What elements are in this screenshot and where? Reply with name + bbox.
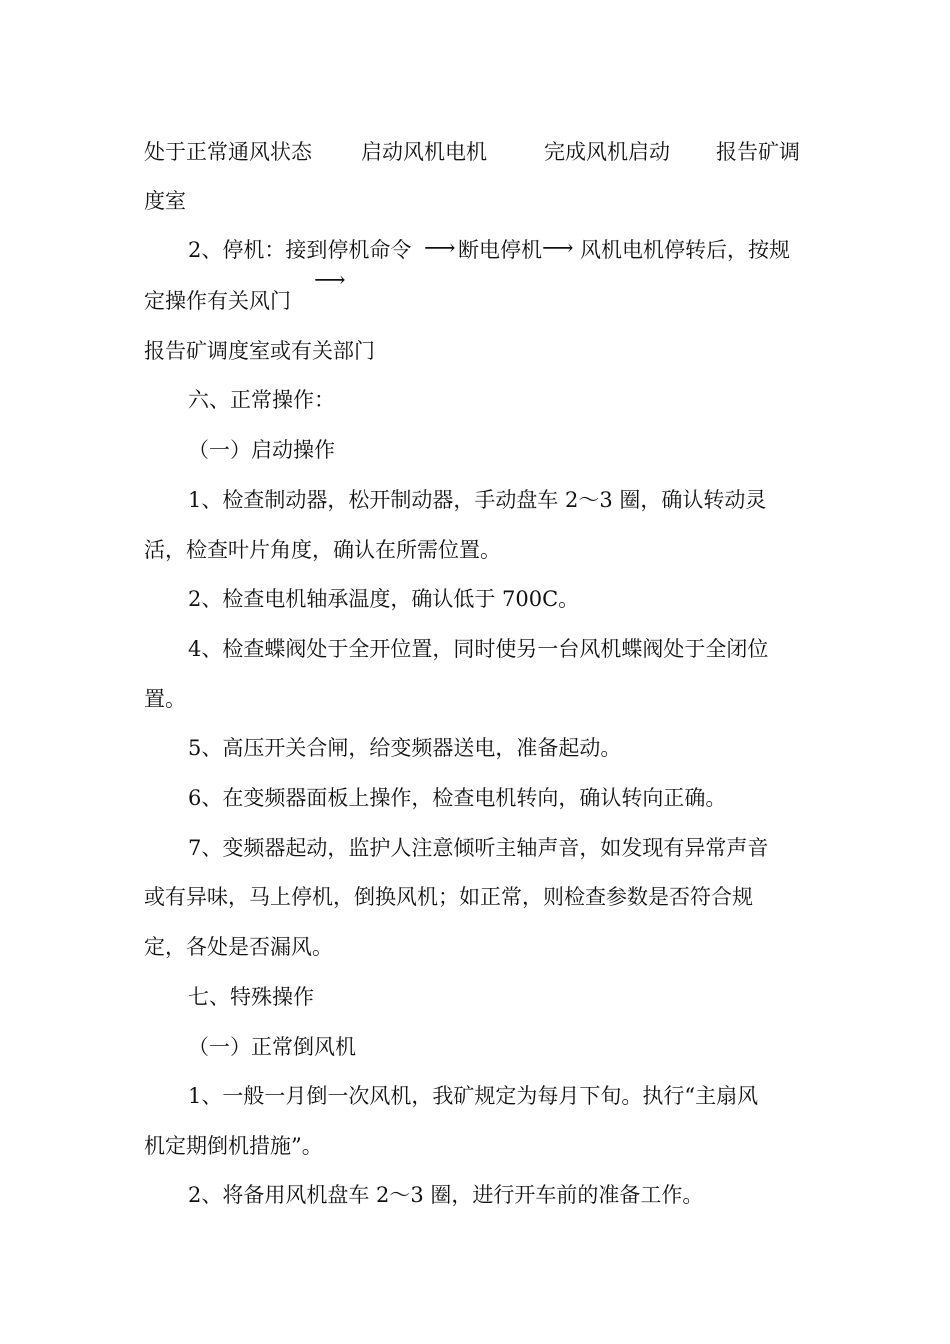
flow1-step-4: 报告矿调 — [716, 140, 800, 164]
section6-item1-line2: 活，检查叶片角度，确认在所需位置。 — [144, 538, 501, 562]
section7-item1-line2: 机定期倒机措施”。 — [144, 1134, 323, 1158]
flow1-step-3: 完成风机启动 — [544, 140, 670, 164]
flow1-continuation: 度室 — [144, 189, 186, 213]
flow2-step-1: 2、停机：接到停机命令 — [188, 238, 412, 262]
section6-item2: 2、检查电机轴承温度，确认低于 700C。 — [188, 587, 580, 611]
section6-item4-line2: 置。 — [144, 687, 186, 711]
section6-subheading: （一）启动操作 — [188, 438, 335, 462]
section6-item7-line3: 定，各处是否漏风。 — [144, 935, 333, 959]
section7-heading: 七、特殊操作 — [188, 985, 314, 1009]
flow1-step-2: 启动风机电机 — [361, 140, 487, 164]
section6-item7-line1: 7、变频器起动，监护人注意倾听主轴声音，如发现有异常声音 — [188, 836, 769, 860]
section7-subheading: （一）正常倒风机 — [188, 1035, 356, 1059]
flow1-step-1: 处于正常通风状态 — [144, 140, 312, 164]
section6-item5: 5、高压开关合闸，给变频器送电，准备起动。 — [188, 736, 622, 760]
section6-heading: 六、正常操作： — [188, 388, 335, 412]
right-arrow-icon: ⟶ — [542, 236, 574, 261]
section6-item7-line2: 或有异味，马上停机，倒换风机；如正常，则检查参数是否符合规 — [144, 885, 753, 909]
flow2-line-3: 报告矿调度室或有关部门 — [144, 339, 375, 363]
flow2-step-2: 断电停机 — [458, 238, 542, 262]
right-arrow-icon: ⟶ — [424, 236, 456, 261]
flow2-line-2: 定操作有关风门 — [144, 289, 291, 313]
flow2-step-3: 风机电机停转后，按规 — [580, 238, 790, 262]
section6-item4-line1: 4、检查蝶阀处于全开位置，同时使另一台风机蝶阀处于全闭位 — [188, 637, 769, 661]
section7-item1-line1: 1、一般一月倒一次风机，我矿规定为每月下旬。执行“主扇风 — [188, 1084, 759, 1108]
section7-item2: 2、将备用风机盘车 2～3 圈，进行开车前的准备工作。 — [188, 1183, 704, 1207]
right-arrow-icon: ⟶ — [314, 268, 346, 293]
section6-item1-line1: 1、检查制动器，松开制动器，手动盘车 2～3 圈，确认转动灵 — [188, 488, 767, 512]
section6-item6: 6、在变频器面板上操作，检查电机转向，确认转向正确。 — [188, 786, 727, 810]
